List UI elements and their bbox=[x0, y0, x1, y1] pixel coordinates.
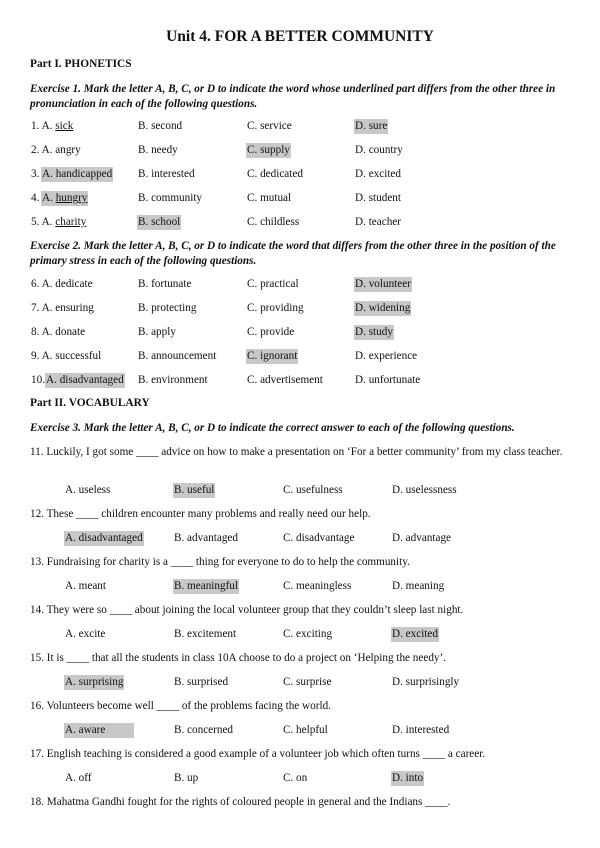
part-phonetics-heading: Part I. PHONETICS bbox=[30, 58, 132, 70]
answer-highlight: A. hungry bbox=[42, 192, 88, 204]
answer-highlight: A. handicapped bbox=[42, 168, 113, 180]
answer-highlight: B. useful bbox=[174, 484, 215, 496]
exercise-2-instruction: Exercise 2. Mark the letter A, B, C, or D to indicate the word that differs from the other three in the position of the primary stress in each of the following questions. bbox=[30, 240, 556, 267]
answer-highlight: A. surprising bbox=[65, 676, 124, 688]
question-row: 2. A. angry B. needy C. supply D. country bbox=[31, 144, 403, 156]
answer-highlight: D. widening bbox=[355, 302, 411, 314]
answer-highlight: D. sure bbox=[355, 120, 388, 132]
question-row: 6. A. dedicate B. fortunate C. practical D. volunteer bbox=[31, 278, 411, 290]
answer-highlight: B. meaningful bbox=[174, 580, 239, 592]
exercise-3-instruction: Exercise 3. Mark the letter A, B, C, or D to indicate the correct answer to each of the following questions. bbox=[30, 422, 515, 434]
question-row: 8. A. donate B. apply C. provide D. study bbox=[31, 326, 393, 338]
question-row: 9. A. successful B. announcement C. ignorant D. experience bbox=[31, 350, 418, 362]
question-text: 14. They were so ____ about joining the local volunteer group that they couldn’t sleep last night. bbox=[30, 604, 464, 616]
question-row: 7. A. ensuring B. protecting C. providing D. widening bbox=[31, 302, 411, 314]
answer-highlight: A. disadvantaged bbox=[46, 374, 124, 386]
exercise-1-instruction: Exercise 1. Mark the letter A, B, C, or D to indicate the word whose underlined part differs from the other three in pronunciation in each of the following questions. bbox=[30, 83, 556, 110]
question-row: 10. A. disadvantaged B. environment C. advertisement D. unfortunate bbox=[31, 374, 421, 386]
question-row: 1. A. sick B. second C. service D. sure bbox=[31, 120, 388, 132]
answer-highlight: D. excited bbox=[392, 628, 438, 640]
question-row: 3. A. handicapped B. interested C. dedicated D. excited bbox=[31, 168, 401, 180]
answer-highlight: A. disadvantaged bbox=[65, 532, 143, 544]
page-title: Unit 4. FOR A BETTER COMMUNITY bbox=[166, 28, 434, 45]
answer-row: A. off B. up C. on D. into bbox=[65, 772, 424, 784]
question-text: 11. Luckily, I got some ____ advice on how to make a presentation on ‘For a better community’ from my class teacher. bbox=[30, 446, 563, 458]
answer-highlight: D. into bbox=[392, 772, 424, 784]
question-row: 4. A. hungry B. community C. mutual D. student bbox=[31, 192, 402, 204]
question-text: 17. English teaching is considered a good example of a volunteer job which often turns ____ a career. bbox=[30, 748, 486, 760]
question-text: 13. Fundraising for charity is a ____ thing for everyone to do to help the community. bbox=[30, 556, 410, 568]
answer-highlight: C. ignorant bbox=[247, 350, 298, 362]
answer-highlight: A. aware bbox=[64, 723, 134, 738]
question-text: 18. Mahatma Gandhi fought for the rights of coloured people in general and the Indians ____. bbox=[30, 796, 451, 808]
question-text: 16. Volunteers become well ____ of the problems facing the world. bbox=[30, 700, 331, 712]
answer-highlight: D. volunteer bbox=[355, 278, 411, 290]
part-vocabulary-heading: Part II. VOCABULARY bbox=[30, 397, 150, 409]
answer-highlight: D. study bbox=[355, 326, 393, 338]
answer-row: A. meant B. meaningful C. meaningless D. meaning bbox=[65, 580, 445, 592]
answer-row: A. disadvantaged B. advantaged C. disadvantage D. advantage bbox=[65, 532, 452, 544]
answer-highlight: C. supply bbox=[247, 144, 290, 156]
question-text: 15. It is ____ that all the students in class 10A choose to do a project on ‘Helping the needy’. bbox=[30, 652, 447, 664]
question-number: 1. bbox=[31, 120, 42, 132]
question-row: 5. A. charity B. school C. childless D. teacher bbox=[31, 216, 401, 228]
answer-row: A. excite B. excitement C. exciting D. excited bbox=[65, 628, 438, 640]
answer-row: A. aware B. concerned C. helpful D. interested bbox=[65, 724, 450, 736]
answer-row: A. useless B. useful C. usefulness D. uselessness bbox=[65, 484, 457, 496]
question-text: 12. These ____ children encounter many problems and really need our help. bbox=[30, 508, 371, 520]
answer-row: A. surprising B. surprised C. surprise D. surprisingly bbox=[65, 676, 460, 688]
answer-highlight: B. school bbox=[138, 216, 181, 228]
